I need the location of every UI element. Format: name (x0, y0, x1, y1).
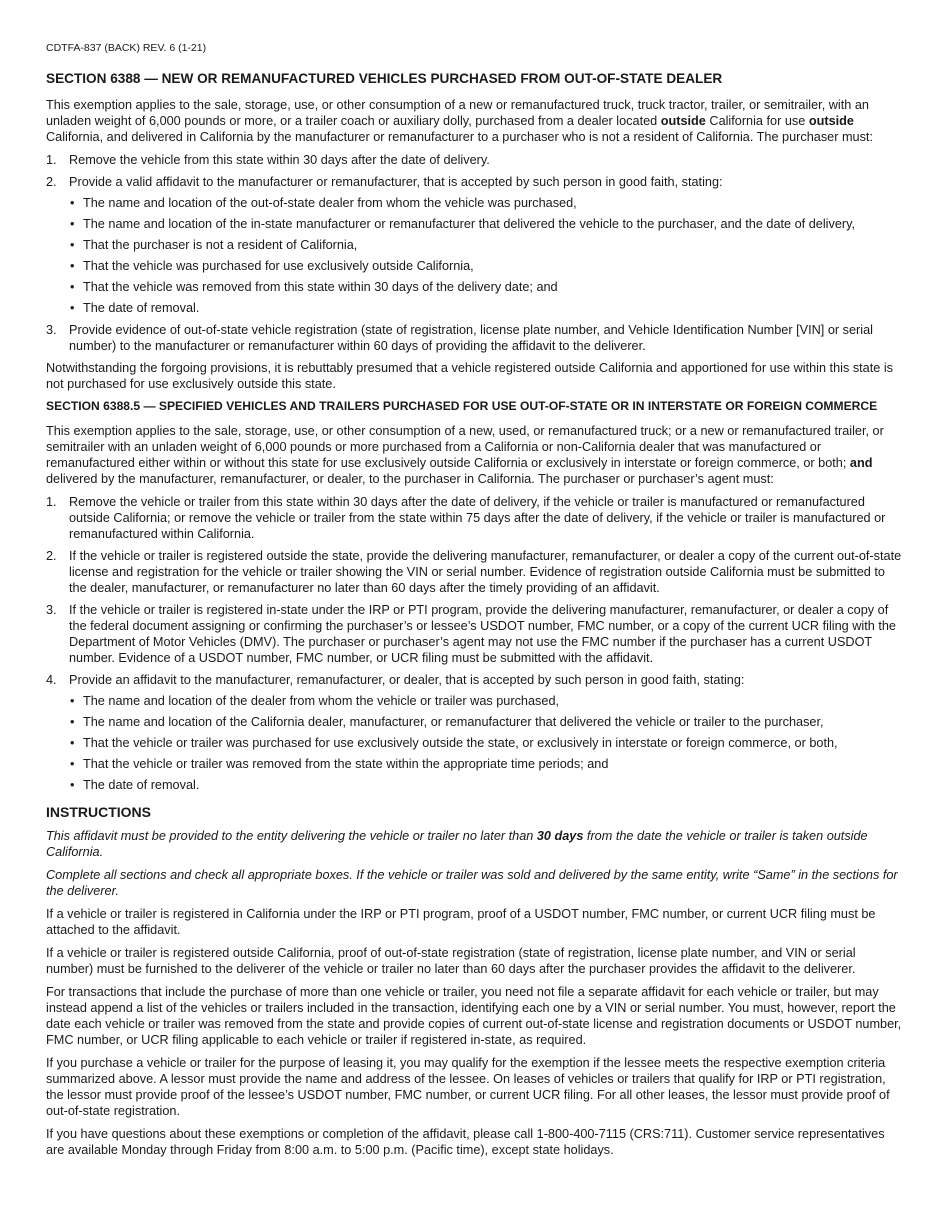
intro-bold: and (849, 456, 873, 470)
item-number: 1. (46, 495, 57, 509)
item-number: 3. (46, 323, 57, 337)
item-text: Provide a valid affidavit to the manufacturer or remanufacturer, that is accepted by such person in good faith, stating: (69, 175, 723, 189)
item-number: 2. (46, 549, 57, 563)
intro-text: This exemption applies to the sale, storage, use, or other consumption of a new or remanufactured truck, truck tractor, trailer, or semitrailer, with an unladen weight of 6,000 pounds or more, or a trailer coach or auxiliary dolly, purchased from a dealer located (46, 98, 869, 128)
instructions-paragraph: If you purchase a vehicle or trailer for the purpose of leasing it, you may qualify for the exemption if the lessee meets the respective exemption criteria summarized above. A lessor must provide the name and address of the lessee. On leases of vehicles or trailers that qualify for IRP or PTI registration, the lessor must provide proof of the lessee’s USDOT number, FMC number, or current UCR filing. For all other leases, the lessor must provide proof of out-of-state registration. (46, 1056, 890, 1118)
item-number: 2. (46, 175, 57, 189)
requirement-item (46, 174, 904, 316)
bullet-item: • That the purchaser is not a resident of California, (69, 237, 904, 253)
bullet-item: • That the vehicle or trailer was removed from the state within the appropriate time periods; and (69, 756, 904, 772)
section-6388-5-intro (46, 423, 904, 487)
intro-bold: outside (660, 114, 706, 128)
instruction-text: from the date the vehicle or trailer is taken outside California. (46, 829, 868, 859)
section-6388-5-title: SECTION 6388.5 — SPECIFIED VEHICLES AND TRAILERS PURCHASED FOR USE OUT-OF-STATE OR IN INTERSTATE OR FOREIGN COMMERCE (46, 399, 878, 413)
item-text: Remove the vehicle or trailer from this state within 30 days after the date of delivery, if the vehicle or trailer is manufactured or remanufactured outside California; or remove the vehicle or trailer from the state within 75 days after the date of delivery, if the vehicle or trailer is manufactured or remanufactured within California. (69, 495, 886, 541)
item-text: Remove the vehicle from this state within 30 days after the date of delivery. (69, 153, 490, 167)
intro-bold: outside (808, 114, 854, 128)
requirement-item (46, 152, 904, 168)
bullet-item: • The date of removal. (69, 300, 904, 316)
intro-text: California, and delivered in California by the manufacturer or remanufacturer to a purchaser who is not a resident of California. The purchaser must: (46, 130, 873, 144)
section-6388-requirements (46, 152, 904, 354)
item-text: If the vehicle or trailer is registered in-state under the IRP or PTI program, provide the delivering manufacturer, remanufacturer, or dealer a copy of the federal document assigning or confirming the purchaser’s or lessee’s USDOT number, FMC number, or a copy of the current UCR filing with the Department of Motor Vehicles (DMV). The purchaser or purchaser’s agent may not use the FMC number if the purchaser has a current USDOT number. Evidence of a USDOT number, FMC number, or UCR filing must be submitted with the affidavit. (69, 603, 896, 665)
requirement-item (46, 548, 904, 596)
intro-text: California for use (705, 114, 809, 128)
instructions-deadline (46, 828, 904, 860)
item-text: Provide an affidavit to the manufacturer, remanufacturer, or dealer, that is accepted by such person in good faith, stating: (69, 673, 745, 687)
instructions-contact: If you have questions about these exemptions or completion of the affidavit, please call 1-800-400-7115 (CRS:711). Customer service representatives are available Monday through Friday from 8:00 a.m. to 5:00 p.m. (Pacific time), except state holidays. (46, 1127, 885, 1157)
item-number: 4. (46, 673, 57, 687)
instructions-paragraph: If a vehicle or trailer is registered outside California, proof of out-of-state registration (state of registration, license plate number, and VIN or serial number) must be furnished to the deliverer of the vehicle or trailer no later than 60 days after the purchaser provides the affidavit to the deliverer. (46, 946, 856, 976)
affidavit-statements (69, 195, 904, 316)
section-6388-closing: Notwithstanding the forgoing provisions, it is rebuttably presumed that a vehicle registered outside California and apportioned for use within this state is not purchased for use exclusively outside this state. (46, 361, 894, 391)
instructions-complete: Complete all sections and check all appropriate boxes. If the vehicle or trailer was sold and delivered by the same entity, write “Same” in the sections for the deliverer. (46, 868, 898, 898)
bullet-item: • That the vehicle or trailer was purchased for use exclusively outside the state, or exclusively in interstate or foreign commerce, or both, (69, 735, 904, 751)
bullet-item: • The name and location of the in-state manufacturer or remanufacturer that delivered the vehicle to the purchaser, and the date of delivery, (69, 216, 904, 232)
section-6388-5-requirements (46, 494, 904, 793)
bullet-item: • The name and location of the out-of-state dealer from whom the vehicle was purchased, (69, 195, 904, 211)
item-number: 3. (46, 603, 57, 617)
affidavit-statements (69, 693, 904, 793)
instruction-text: This affidavit must be provided to the entity delivering the vehicle or trailer no later than (46, 829, 537, 843)
requirement-item (46, 672, 904, 793)
requirement-item (46, 602, 904, 666)
bullet-item: • That the vehicle was purchased for use exclusively outside California, (69, 258, 904, 274)
item-number: 1. (46, 153, 57, 167)
requirement-item (46, 322, 904, 354)
section-6388-intro (46, 97, 904, 145)
bullet-item: • The name and location of the California dealer, manufacturer, or remanufacturer that delivered the vehicle or trailer to the purchaser, (69, 714, 904, 730)
intro-text: delivered by the manufacturer, remanufacturer, or dealer, to the purchaser in California. The purchaser or purchaser’s agent must: (46, 472, 774, 486)
instruction-bold: 30 days (536, 829, 584, 843)
instructions-paragraph: If a vehicle or trailer is registered in California under the IRP or PTI program, proof of a USDOT number, FMC number, or current UCR filing must be attached to the affidavit. (46, 907, 876, 937)
instructions-paragraph: For transactions that include the purchase of more than one vehicle or trailer, you need not file a separate affidavit for each vehicle or trailer, but may instead append a list of the vehicles or trailers included in the transaction, identifying each one by a VIN or serial number. You must, however, report the date each vehicle or trailer was removed from the state and provide copies of current out-of-state license and registration documents or USDOT number, FMC number, or UCR filing applicable to each vehicle or trailer if registered in-state, as required. (46, 985, 902, 1047)
intro-text: This exemption applies to the sale, storage, use, or other consumption of a new, used, or remanufactured truck; or a new or remanufactured trailer, or semitrailer with an unladen weight of 6,000 pounds or more purchased from a California or non-California dealer that was manufactured or remanufactured either within or without this state for use exclusively outside California or exclusively in interstate or foreign commerce, or both; (46, 424, 884, 470)
section-6388-title: SECTION 6388 — NEW OR REMANUFACTURED VEHICLES PURCHASED FROM OUT-OF-STATE DEALER (46, 71, 723, 86)
form-id: CDTFA-837 (BACK) REV. 6 (1-21) (46, 42, 207, 54)
requirement-item (46, 494, 904, 542)
item-text: If the vehicle or trailer is registered outside the state, provide the delivering manufacturer, remanufacturer, or dealer a copy of the current out-of-state license and registration for the vehicle or trailer showing the VIN or serial number. Evidence of registration outside California must be submitted to the dealer, manufacturer, or remanufacturer no later than 60 days after the timely providing of an affidavit. (69, 549, 902, 595)
bullet-item: • The date of removal. (69, 777, 904, 793)
bullet-item: • That the vehicle was removed from this state within 30 days of the delivery date; and (69, 279, 904, 295)
item-text: Provide evidence of out-of-state vehicle registration (state of registration, license plate number, and Vehicle Identification Number [VIN] or serial number) to the manufacturer or remanufacturer within 60 days of providing the affidavit to the deliverer. (69, 323, 873, 353)
instructions-heading: INSTRUCTIONS (46, 804, 151, 820)
bullet-item: • The name and location of the dealer from whom the vehicle or trailer was purchased, (69, 693, 904, 709)
